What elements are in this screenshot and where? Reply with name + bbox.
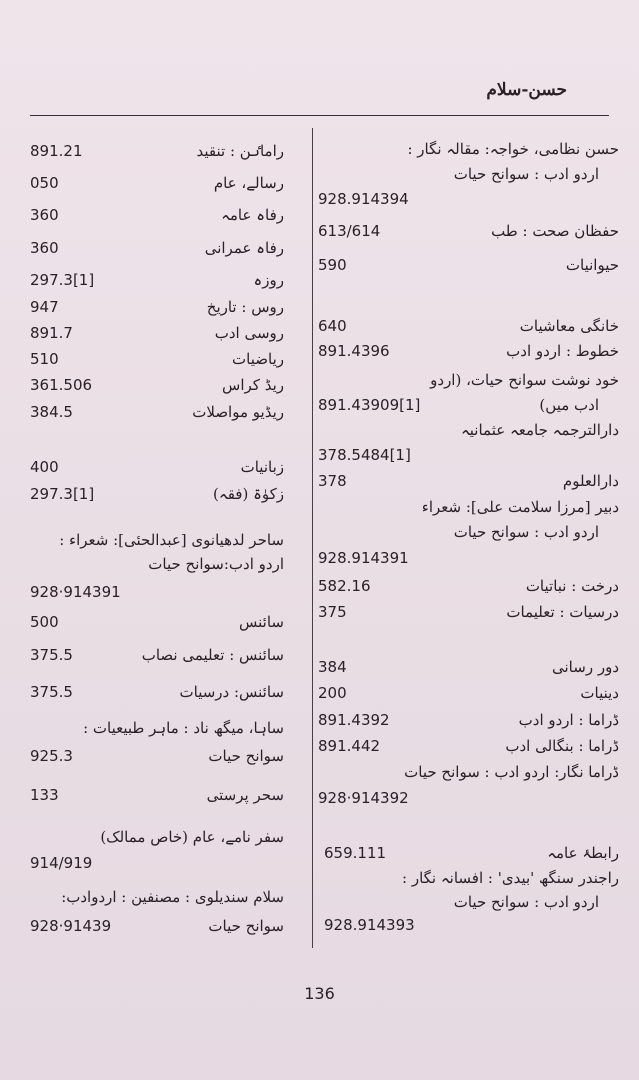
- entry-term: راجندر سنگھ 'بیدی' : افسانہ نگار :: [402, 869, 619, 887]
- entry-term: درسیات : تعلیمات: [506, 603, 619, 621]
- entry-term: ڈراما : بنگالی ادب: [505, 737, 619, 755]
- entry-term: سائنس : تعلیمی نصاب: [141, 646, 284, 664]
- class-number: 384.5: [30, 403, 73, 421]
- class-number: 375.5: [30, 683, 73, 701]
- entry-term: اردو ادب : سوانح حیات: [453, 893, 599, 911]
- entry-term: اردو ادب : سوانح حیات: [453, 165, 599, 183]
- entry-term: ریاضیات: [232, 350, 284, 368]
- entry-term: سائنس: [239, 613, 284, 631]
- class-number: 891.21: [30, 142, 83, 160]
- column-divider: [312, 128, 313, 948]
- class-number: 928.914394: [318, 190, 409, 208]
- class-number: 613/614: [318, 222, 381, 240]
- class-number: 400: [30, 458, 59, 476]
- class-number: 500: [30, 613, 59, 631]
- class-number: 891.4392: [318, 711, 390, 729]
- header-rule: [30, 115, 609, 116]
- class-number: 378: [318, 472, 347, 490]
- entry-term: ریڈیو مواصلات: [192, 403, 284, 421]
- entry-term: سحر پرستی: [206, 786, 284, 804]
- class-number: 928.914393: [324, 916, 415, 934]
- entry-term: دور رسانی: [552, 658, 619, 676]
- entry-term: زبانیات: [240, 458, 284, 476]
- class-number: 891.4396: [318, 342, 390, 360]
- entry-term: دبیر [مرزا سلامت علی]: شعراء: [421, 498, 619, 516]
- entry-term: روزہ: [253, 271, 284, 289]
- class-number: 891.7: [30, 324, 73, 342]
- entry-term: درخت : نباتیات: [525, 577, 619, 595]
- entry-term: رابطۂ عامہ: [547, 844, 619, 862]
- page-number: 136: [304, 984, 335, 1003]
- entry-term: سوانح حیات: [208, 917, 284, 935]
- class-number: 200: [318, 684, 347, 702]
- class-number: 947: [30, 298, 59, 316]
- class-number: 375: [318, 603, 347, 621]
- class-number: 361.506: [30, 376, 93, 394]
- class-number: 582.16: [318, 577, 371, 595]
- class-number: 590: [318, 256, 347, 274]
- entry-term: روسی ادب: [214, 324, 284, 342]
- entry-term: سائنس: درسیات: [179, 683, 284, 701]
- class-number: 928.914391: [318, 549, 409, 567]
- entry-term: حفظان صحت : طب: [491, 222, 619, 240]
- entry-term: دینیات: [580, 684, 619, 702]
- class-number: 133: [30, 786, 59, 804]
- entry-term: خود نوشت سوانح حیات، (اردو: [430, 371, 619, 389]
- class-number: 891.442: [318, 737, 381, 755]
- entry-term: حسن نظامی، خواجہ: مقالہ نگار :: [407, 140, 619, 158]
- entry-term: ڈراما نگار: اردو ادب : سوانح حیات: [404, 763, 619, 781]
- class-number: 297.3[1]: [30, 271, 95, 289]
- entry-term: زکوٰۃ (فقہ): [213, 485, 284, 503]
- entry-term: سوانح حیات: [208, 747, 284, 765]
- entry-term: سلام سندیلوی : مصنفین : اردوادب:: [61, 888, 284, 906]
- entry-term: ساہا، میگھ ناد : ماہر طبیعیات :: [83, 719, 284, 737]
- entry-term: سفر نامے، عام (خاص ممالک): [100, 828, 284, 846]
- entry-term: ریڈ کراس: [222, 376, 284, 394]
- class-number: 659.111: [324, 844, 387, 862]
- entry-term: دارالترجمہ جامعہ عثمانیہ: [460, 421, 619, 439]
- entry-term: رفاہ عمرانی: [204, 239, 284, 257]
- class-number: 375.5: [30, 646, 73, 664]
- class-number: 928·91439: [30, 917, 112, 935]
- entry-term: اردو ادب : سوانح حیات: [453, 523, 599, 541]
- entry-term: دارالعلوم: [562, 472, 619, 490]
- class-number: 925.3: [30, 747, 73, 765]
- entry-term: روس : تاریخ: [206, 298, 284, 316]
- class-number: 378.5484[1]: [318, 446, 411, 464]
- entry-term: راماٸن : تنقید: [196, 142, 284, 160]
- entry-term: رفاہ عامہ: [221, 206, 284, 224]
- running-header: حسن-سلام: [486, 80, 567, 100]
- class-number: 360: [30, 206, 59, 224]
- class-number: 891.43909[1]: [318, 396, 421, 414]
- class-number: 928·914392: [318, 789, 409, 807]
- entry-term: حیوانیات: [565, 256, 619, 274]
- class-number: 384: [318, 658, 347, 676]
- class-number: 640: [318, 317, 347, 335]
- entry-term: ساحر لدھیانوی [عبدالحئی]: شعراء :: [59, 531, 284, 549]
- entry-term: رسالے، عام: [213, 174, 284, 192]
- class-number: 510: [30, 350, 59, 368]
- class-number: 297.3[1]: [30, 485, 95, 503]
- class-number: 914/919: [30, 854, 93, 872]
- entry-term: ڈراما : اردو ادب: [518, 711, 619, 729]
- class-number: 050: [30, 174, 59, 192]
- class-number: 360: [30, 239, 59, 257]
- class-number: 928·914391: [30, 583, 121, 601]
- entry-term: خانگی معاشیات: [519, 317, 619, 335]
- entry-term: ادب میں): [539, 396, 599, 414]
- entry-term: اردو ادب:سوانح حیات: [148, 555, 284, 573]
- entry-term: خطوط : اردو ادب: [506, 342, 619, 360]
